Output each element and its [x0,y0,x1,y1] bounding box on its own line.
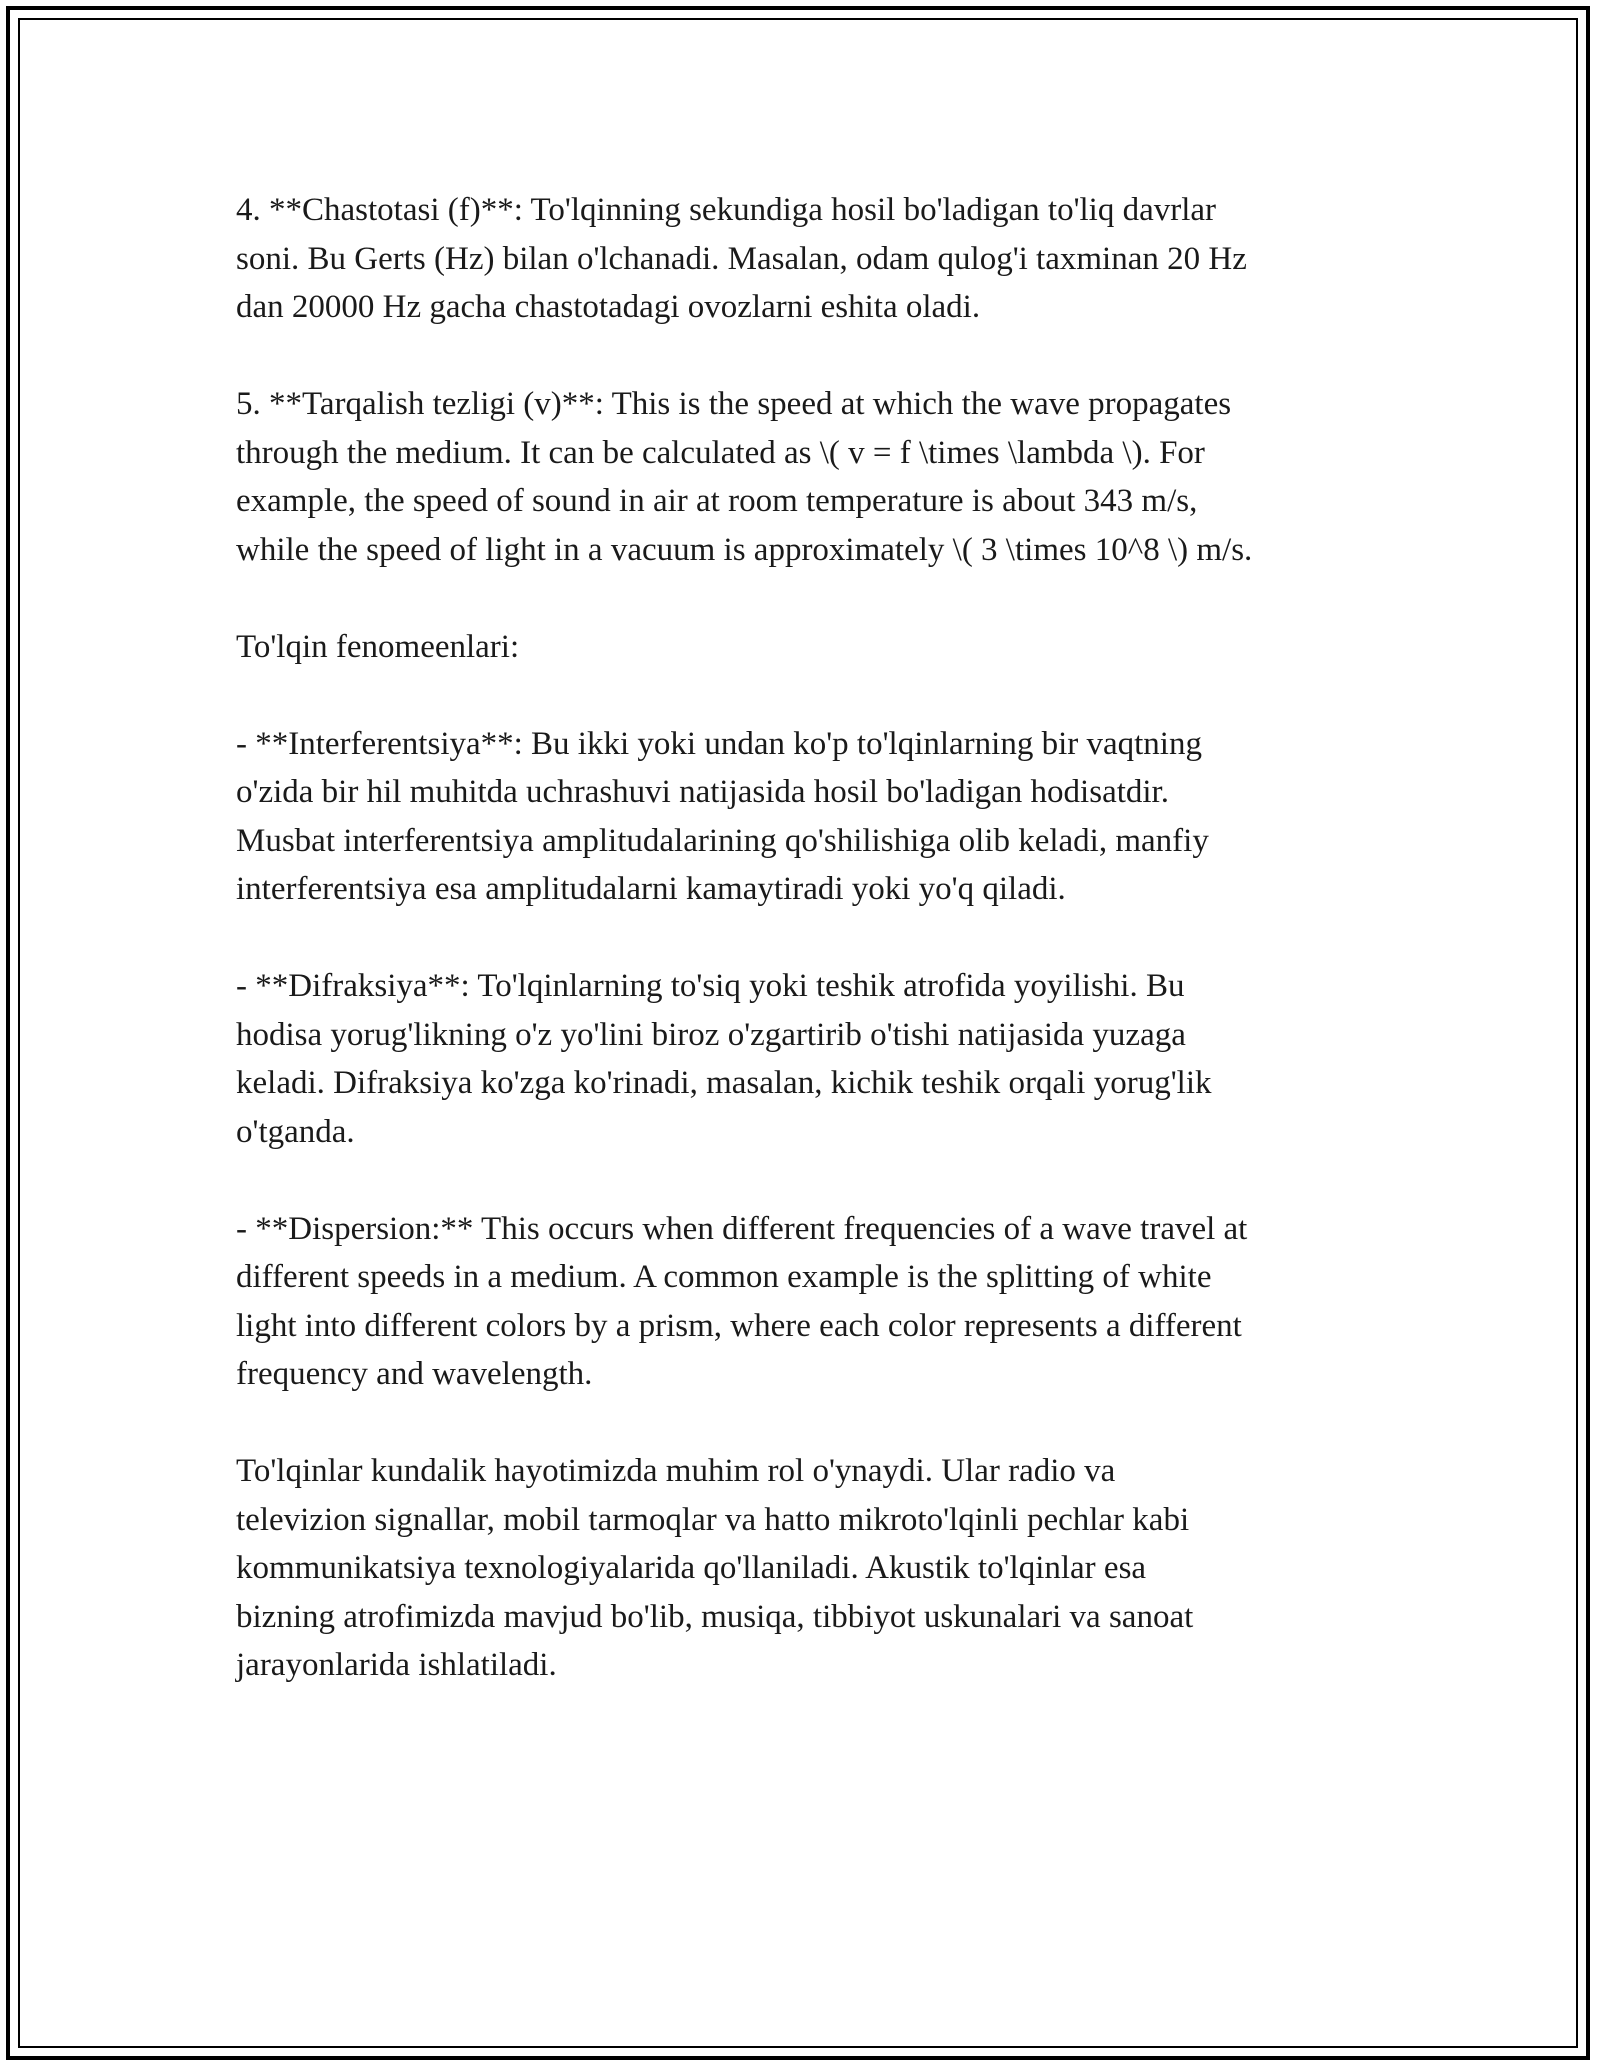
paragraph-interference: - **Interferentsiya**: Bu ikki yoki undan ko'p to'lqinlarning bir vaqtning o'zida bir hil muhitda uchrashuvi natijasida hosil bo'ladigan hodisatdir. Musbat interferentsiya amplitudalarining qo'shilishiga olib keladi, manfiy interferentsiya esa amplitudalarni kamaytiradi yoki yo'q qiladi. [236,725,1209,907]
paragraph-propagation-speed: 5. **Tarqalish tezligi (v)**: This is the speed at which the wave propagates through the medium. It can be calculated as \( v = f \times \lambda \). For example, the speed of sound in air at room temperature is about 343 m/s, while the speed of light in a vacuum is approximately \( 3 \times 10^8 \) m/s. [236,386,1253,568]
section-heading-wave-phenomena: To'lqin fenomeenlari: [236,628,520,665]
document-body [236,186,1386,1690]
paragraph-frequency: 4. **Chastotasi (f)**: To'lqinning sekundiga hosil bo'ladigan to'liq davrlar soni. Bu Gerts (Hz) bilan o'lchanadi. Masalan, odam qulog'i taxminan 20 Hz dan 20000 Hz gacha chastotadagi ovozlarni eshita oladi. [236,192,1247,325]
paragraph-dispersion: - **Dispersion:** This occurs when different frequencies of a wave travel at different speeds in a medium. A common example is the splitting of white light into different colors by a prism, where each color represents a different frequency and wavelength. [236,1210,1248,1392]
paragraph-everyday-applications: To'lqinlar kundalik hayotimizda muhim rol o'ynaydi. Ular radio va televizion signallar, mobil tarmoqlar va hatto mikroto'lqinli pechlar kabi kommunikatsiya texnologiyalarida qo'llaniladi. Akustik to'lqinlar esa bizning atrofimizda mavjud bo'lib, musiqa, tibbiyot uskunalari va sanoat jarayonlarida ishlatiladi. [236,1453,1194,1683]
paragraph-diffraction: - **Difraksiya**: To'lqinlarning to'siq yoki teshik atrofida yoyilishi. Bu hodisa yorug'likning o'z yo'lini biroz o'zgartirib o'tishi natijasida yuzaga keladi. Difraksiya ko'zga ko'rinadi, masalan, kichik teshik orqali yorug'lik o'tganda. [236,968,1212,1150]
